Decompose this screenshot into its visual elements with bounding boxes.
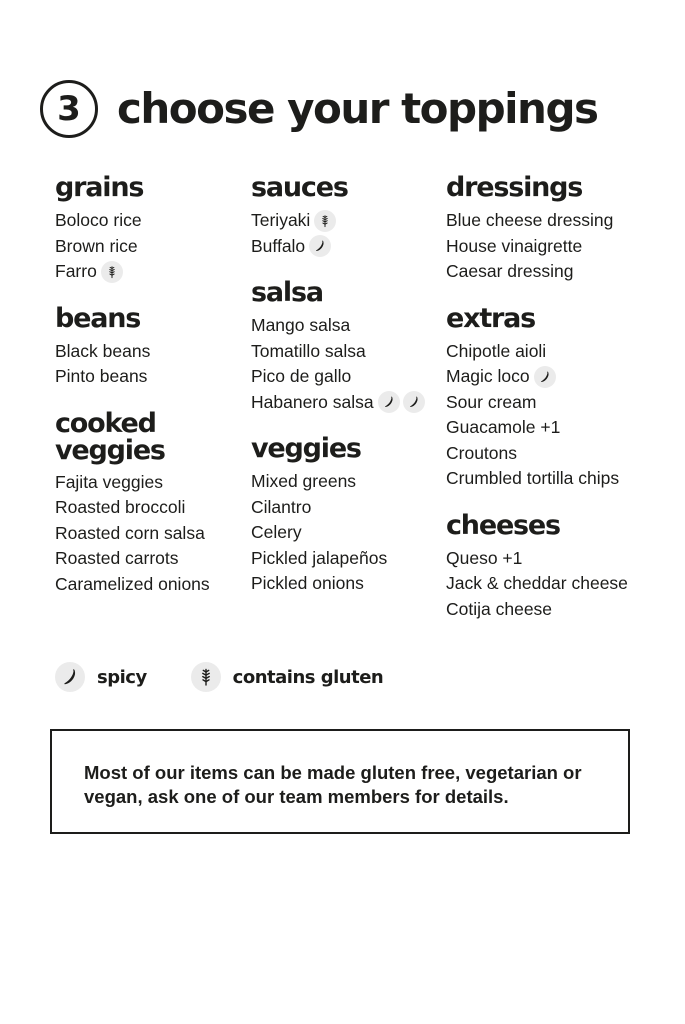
legend-spicy xyxy=(55,662,147,692)
menu-item xyxy=(251,495,451,521)
menu-item xyxy=(446,466,676,492)
menu-item xyxy=(251,520,451,546)
chili-pepper-icon xyxy=(403,391,425,413)
menu-item xyxy=(446,441,676,467)
section-title: cheeses xyxy=(446,509,560,541)
menu-item-label: Crumbled tortilla chips xyxy=(446,468,620,488)
menu-item-label: Boloco rice xyxy=(55,210,142,230)
section-title: extras xyxy=(446,302,536,334)
menu-item-label: Jack & cheddar cheese xyxy=(446,573,628,593)
menu-item xyxy=(55,208,255,234)
menu-item xyxy=(446,597,676,623)
menu-item-label: Caramelized onions xyxy=(55,573,210,594)
column-2 xyxy=(251,174,451,617)
menu-item xyxy=(55,234,255,260)
chili-pepper-icon xyxy=(534,366,556,388)
section-title: veggies xyxy=(251,433,361,464)
menu-item-label: Habanero salsa xyxy=(251,391,374,412)
menu-item-label: Mixed greens xyxy=(251,471,357,491)
menu-item xyxy=(55,546,255,572)
section-sauces xyxy=(251,174,451,259)
menu-item xyxy=(446,259,676,285)
menu-item-label: Magic loco xyxy=(446,366,530,386)
menu-item xyxy=(446,208,676,234)
menu-item-label: Brown rice xyxy=(55,235,138,256)
step-number-badge: 3 xyxy=(40,80,98,138)
menu-item-label: Queso +1 xyxy=(446,547,523,568)
section-cheeses xyxy=(446,509,676,623)
menu-item xyxy=(251,390,451,416)
menu-item xyxy=(446,571,676,597)
menu-item xyxy=(446,234,676,260)
menu-item-label: Chipotle aioli xyxy=(446,340,547,361)
section-title: grains xyxy=(55,172,144,203)
menu-item-label: House vinaigrette xyxy=(446,235,583,256)
section-salsa xyxy=(251,279,451,415)
menu-item xyxy=(55,364,255,390)
dietary-note-text: Most of our items can be made gluten free, vegetarian or vegan, ask one of our team members for details. xyxy=(84,762,582,807)
menu-item xyxy=(55,521,255,547)
chili-pepper-icon xyxy=(378,391,400,413)
menu-item-label: Buffalo xyxy=(251,235,306,256)
menu-item xyxy=(446,415,676,441)
section-cooked-veggies xyxy=(55,407,255,598)
menu-item-label: Pinto beans xyxy=(55,366,148,386)
legend-gluten xyxy=(191,662,384,692)
section-title: cooked veggies xyxy=(55,407,165,466)
menu-item xyxy=(55,495,255,521)
menu-item xyxy=(251,313,451,339)
menu-item-label: Caesar dressing xyxy=(446,261,574,281)
wheat-icon xyxy=(191,662,221,692)
menu-item-label: Celery xyxy=(251,522,302,542)
section-extras xyxy=(446,302,676,492)
menu-item-label: Tomatillo salsa xyxy=(251,340,366,361)
menu-item xyxy=(55,259,255,285)
chili-pepper-icon xyxy=(309,235,331,257)
menu-item xyxy=(446,390,676,416)
menu-item xyxy=(446,339,676,365)
menu-item xyxy=(251,469,451,495)
menu-item-label: Cilantro xyxy=(251,496,312,517)
section-grains xyxy=(55,174,255,285)
column-1 xyxy=(55,174,255,617)
menu-item-label: Pickled jalapeños xyxy=(251,547,388,568)
menu-item-label: Sour cream xyxy=(446,391,537,412)
dietary-note-box xyxy=(50,729,630,834)
page-header xyxy=(40,78,598,140)
menu-item xyxy=(55,470,255,496)
legend-gluten-label: contains gluten xyxy=(232,666,384,688)
section-title: dressings xyxy=(446,172,583,203)
menu-item xyxy=(446,364,676,390)
menu-item-label: Roasted corn salsa xyxy=(55,522,205,543)
page-title: choose your toppings xyxy=(117,84,598,133)
menu-item xyxy=(446,546,676,572)
menu-item xyxy=(251,208,451,234)
section-title: beans xyxy=(55,302,141,334)
wheat-icon xyxy=(314,210,336,232)
section-title: sauces xyxy=(251,172,348,203)
section-dressings xyxy=(446,174,676,285)
menu-item-label: Roasted broccoli xyxy=(55,497,186,517)
menu-item-label: Pickled onions xyxy=(251,573,364,593)
section-veggies xyxy=(251,435,451,597)
menu-item-label: Croutons xyxy=(446,442,518,463)
menu-item-label: Black beans xyxy=(55,340,151,361)
column-3 xyxy=(446,174,676,642)
menu-item-label: Pico de gallo xyxy=(251,366,352,386)
menu-item-label: Guacamole +1 xyxy=(446,417,561,437)
section-title: salsa xyxy=(251,277,323,308)
menu-item xyxy=(251,571,451,597)
menu-item xyxy=(251,339,451,365)
menu-item xyxy=(251,546,451,572)
menu-item xyxy=(251,364,451,390)
menu-item xyxy=(251,234,451,260)
menu-item-label: Blue cheese dressing xyxy=(446,210,614,230)
menu-item-label: Mango salsa xyxy=(251,315,351,335)
menu-item-label: Teriyaki xyxy=(251,210,311,230)
chili-pepper-icon xyxy=(55,662,85,692)
section-beans xyxy=(55,302,255,390)
menu-item-label: Roasted carrots xyxy=(55,548,179,568)
menu-item-label: Farro xyxy=(55,261,97,281)
menu-item xyxy=(55,339,255,365)
menu-item-label: Fajita veggies xyxy=(55,471,163,492)
wheat-icon xyxy=(101,261,123,283)
menu-item-label: Cotija cheese xyxy=(446,598,553,619)
legend-spicy-label: spicy xyxy=(97,666,147,688)
icon-legend xyxy=(55,662,427,692)
menu-item xyxy=(55,572,255,598)
